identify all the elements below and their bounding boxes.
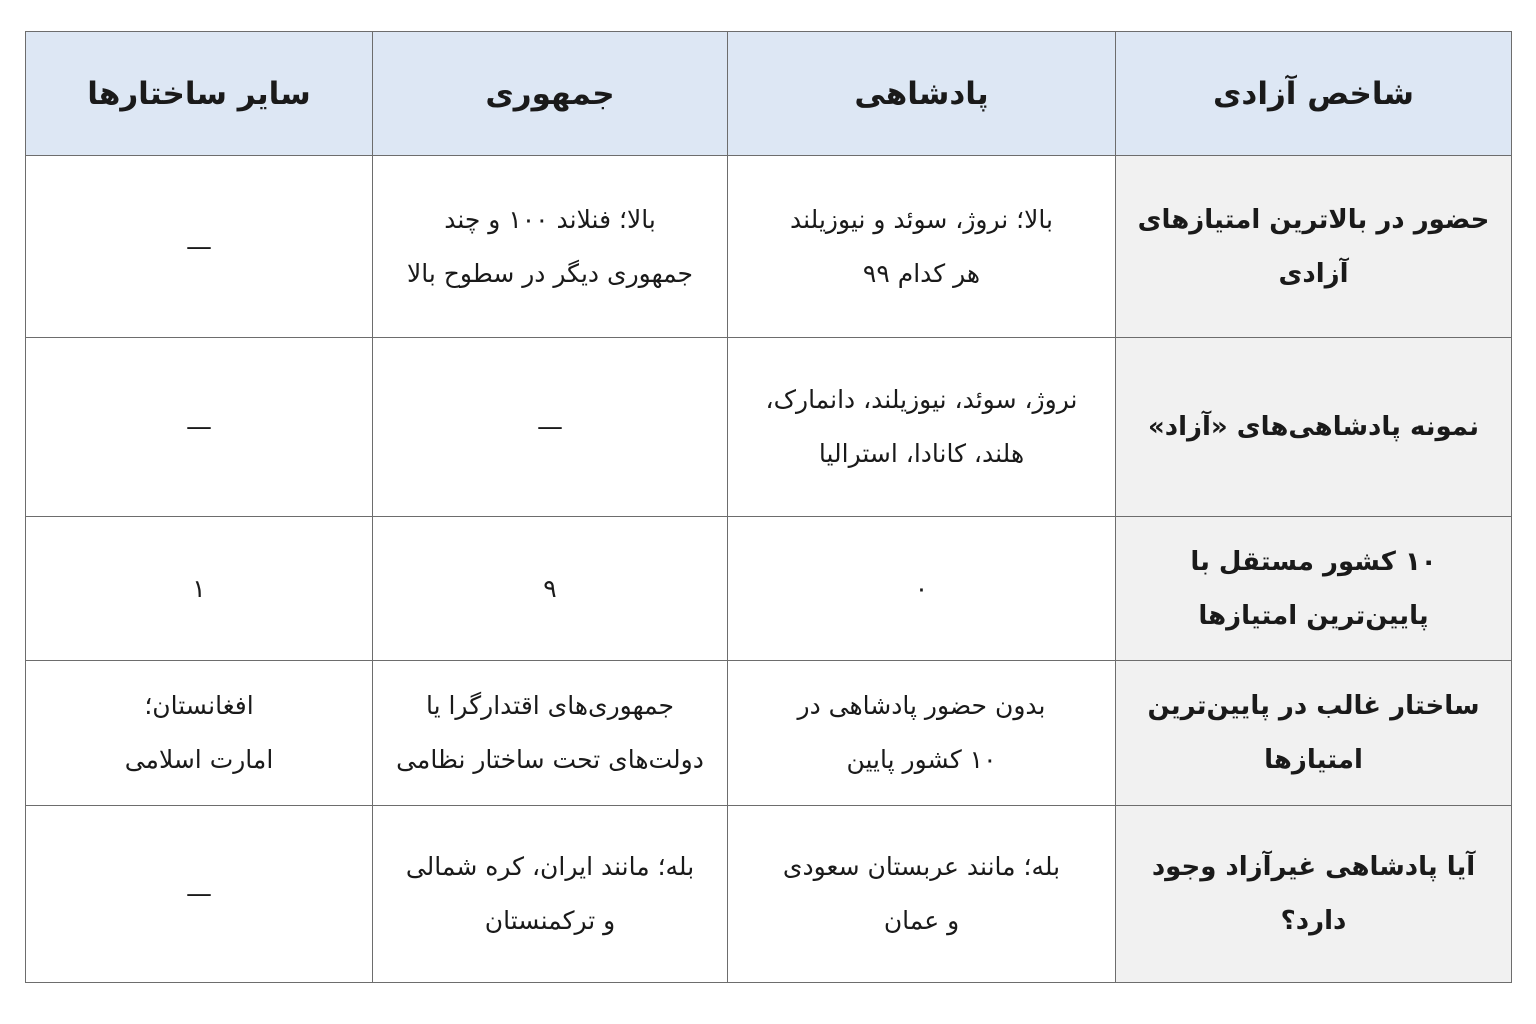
cell-line: هر کدام ۹۹ <box>862 258 981 288</box>
header-monarchy: پادشاهی <box>728 32 1116 156</box>
republic-cell <box>373 806 728 983</box>
row-label <box>1116 661 1512 806</box>
monarchy-cell <box>728 338 1116 517</box>
row-label-line: ساختار غالب در پایین‌ترین <box>1147 691 1480 721</box>
table-row <box>26 517 1512 661</box>
cell-line: دولت‌های تحت ساختار نظامی <box>396 745 704 774</box>
cell-line: امارت اسلامی <box>124 745 274 774</box>
cell-line: جمهوری دیگر در سطوح بالا <box>406 258 693 288</box>
cell-line: و ترکمنستان <box>484 906 616 935</box>
cell-line: و عمان <box>883 906 960 935</box>
other-cell <box>26 517 373 661</box>
cell-line: بله؛ مانند عربستان سعودی <box>782 852 1061 881</box>
monarchy-cell <box>728 517 1116 661</box>
row-label-line: امتیازها <box>1264 745 1363 775</box>
republic-cell <box>373 517 728 661</box>
cell-line: جمهوری‌های اقتدارگرا یا <box>425 691 675 720</box>
freedom-comparison-table <box>25 31 1512 983</box>
empty-dash: — <box>186 412 212 442</box>
cell-value: ۹ <box>543 573 557 603</box>
row-label <box>1116 156 1512 338</box>
cell-value: ۱ <box>192 573 206 603</box>
table-row <box>26 806 1512 983</box>
table-row <box>26 338 1512 517</box>
cell-line: بالا؛ فنلاند ۱۰۰ و چند <box>444 204 656 234</box>
empty-dash: — <box>537 412 563 442</box>
row-label <box>1116 338 1512 517</box>
other-cell <box>26 806 373 983</box>
republic-cell <box>373 661 728 806</box>
cell-line: نروژ، سوئد، نیوزیلند، دانمارک، <box>765 385 1078 414</box>
cell-line: افغانستان؛ <box>144 691 254 720</box>
monarchy-cell <box>728 806 1116 983</box>
header-other-structures: سایر ساختارها <box>26 32 373 156</box>
comparison-table-wrapper <box>25 31 1511 982</box>
header-republic: جمهوری <box>373 32 728 156</box>
header-row <box>26 32 1512 156</box>
row-label <box>1116 806 1512 983</box>
cell-line: ۱۰ کشور پایین <box>846 745 997 774</box>
cell-line: بله؛ مانند ایران، کره شمالی <box>405 852 695 881</box>
table-row <box>26 661 1512 806</box>
row-label-line: آیا پادشاهی غیرآزاد وجود دارد؟ <box>1151 852 1476 936</box>
row-label-line: پایین‌ترین امتیازها <box>1198 600 1429 631</box>
row-label-line: ۱۰ کشور مستقل با <box>1190 546 1437 577</box>
cell-value: ۰ <box>914 573 929 603</box>
table-row <box>26 156 1512 338</box>
row-label-line: حضور در بالاترین امتیازهای آزادی <box>1137 204 1490 289</box>
row-label-line: نمونه پادشاهی‌های «آزاد» <box>1147 412 1479 442</box>
republic-cell <box>373 338 728 517</box>
empty-dash: — <box>186 879 212 909</box>
other-cell <box>26 338 373 517</box>
other-cell <box>26 661 373 806</box>
header-freedom-index: شاخص آزادی <box>1116 32 1512 156</box>
cell-line: بدون حضور پادشاهی در <box>797 691 1046 720</box>
cell-line: هلند، کانادا، استرالیا <box>818 439 1025 468</box>
other-cell <box>26 156 373 338</box>
empty-dash: — <box>186 231 212 262</box>
cell-line: بالا؛ نروژ، سوئد و نیوزیلند <box>790 204 1053 234</box>
republic-cell <box>373 156 728 338</box>
monarchy-cell <box>728 661 1116 806</box>
monarchy-cell <box>728 156 1116 338</box>
row-label <box>1116 517 1512 661</box>
